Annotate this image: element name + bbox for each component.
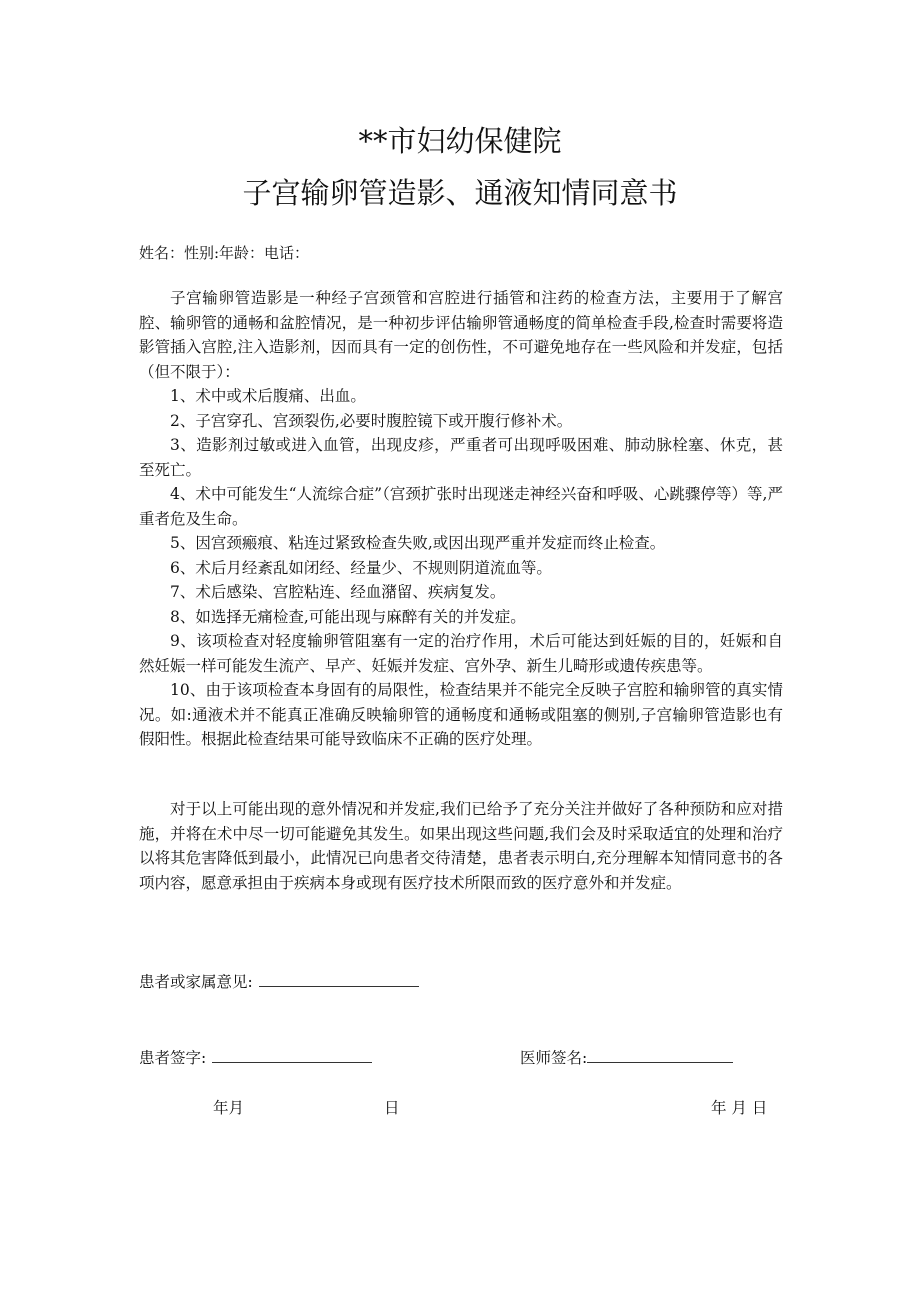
risk-item: 5、因宫颈瘢痕、粘连过紧致检查失败,或因出现严重并发症而终止检查。 xyxy=(170,534,666,552)
doctor-signature-line[interactable] xyxy=(587,1046,733,1063)
doctor-signature-field xyxy=(520,1046,733,1069)
risk-item: 8、如选择无痛检查,可能出现与麻醉有关的并发症。 xyxy=(170,607,526,626)
doctor-date: 年 月 日 xyxy=(711,1099,768,1117)
risk-item: 4、术中可能发生“人流综合症”（宫颈扩张时出现迷走神经兴奋和呼吸、心跳骤停等）等,严重者危及生命。 xyxy=(139,485,783,528)
patient-signature-line[interactable] xyxy=(212,1046,372,1063)
patient-date-day: 日 xyxy=(384,1099,400,1117)
patient-signature-field xyxy=(139,1046,372,1069)
consent-body xyxy=(139,286,783,752)
intro-paragraph: 子宫输卵管造影是一种经子宫颈管和宫腔进行插管和注药的检查方法，主要用于了解宫腔、输卵管的通畅和盆腔情况，是一种初步评估输卵管通畅度的简单检查手段,检查时需要将造影管插入宫腔,注入造影剂，因而具有一定的创伤性，不可避免地存在一些风险和并发症，包括（但不限于）： xyxy=(139,289,783,381)
patient-signature-label: 患者签字: xyxy=(139,1049,207,1067)
doctor-signature-label: 医师签名: xyxy=(520,1049,588,1067)
document-title: 子宫输卵管造影、通液知情同意书 xyxy=(242,176,678,210)
risk-item: 2、子宫穿孔、宫颈裂伤,必要时腹腔镜下或开腹行修补术。 xyxy=(170,411,573,430)
opinion-label: 患者或家属意见: xyxy=(139,973,253,991)
risk-item: 1、术中或术后腹痛、出血。 xyxy=(170,387,366,405)
opinion-field xyxy=(139,970,419,993)
patient-info-line: 姓名：性别:年龄：电话： xyxy=(139,244,310,262)
hospital-name: **市妇幼保健院 xyxy=(358,124,562,158)
opinion-blank-line[interactable] xyxy=(259,970,419,987)
risk-item: 7、术后感染、宫腔粘连、经血潴留、疾病复发。 xyxy=(170,583,506,601)
patient-date-year-month: 年月 xyxy=(213,1099,245,1117)
risk-item: 9、该项检查对轻度输卵管阻塞有一定的治疗作用，术后可能达到妊娠的目的，妊娠和自然妊娠一样可能发生流产、早产、妊娠并发症、宫外孕、新生儿畸形或遗传疾患等。 xyxy=(139,632,783,675)
risk-item: 3、造影剂过敏或进入血管，出现皮疹，严重者可出现呼吸困难、肺动脉栓塞、休克，甚至死亡。 xyxy=(139,436,783,479)
closing-paragraph: 对于以上可能出现的意外情况和并发症,我们已给予了充分关注并做好了各种预防和应对措施，并将在术中尽一切可能避免其发生。如果出现这些问题,我们会及时采取适宜的处理和治疗以将其危害降低到最小，此情况已向患者交待清楚，患者表示明白,充分理解本知情同意书的各项内容，愿意承担由于疾病本身或现有医疗技术所限而致的医疗意外和并发症。 xyxy=(139,800,783,892)
risk-item: 10、由于该项检查本身固有的局限性，检查结果并不能完全反映子宫腔和输卵管的真实情况。如:通液术并不能真正准确反映输卵管的通畅度和通畅或阻塞的侧别,子宫输卵管造影也有假阳性。根据此检查结果可能导致临床不正确的医疗处理。 xyxy=(139,681,783,748)
risk-item: 6、术后月经紊乱如闭经、经量少、不规则阴道流血等。 xyxy=(170,558,552,577)
